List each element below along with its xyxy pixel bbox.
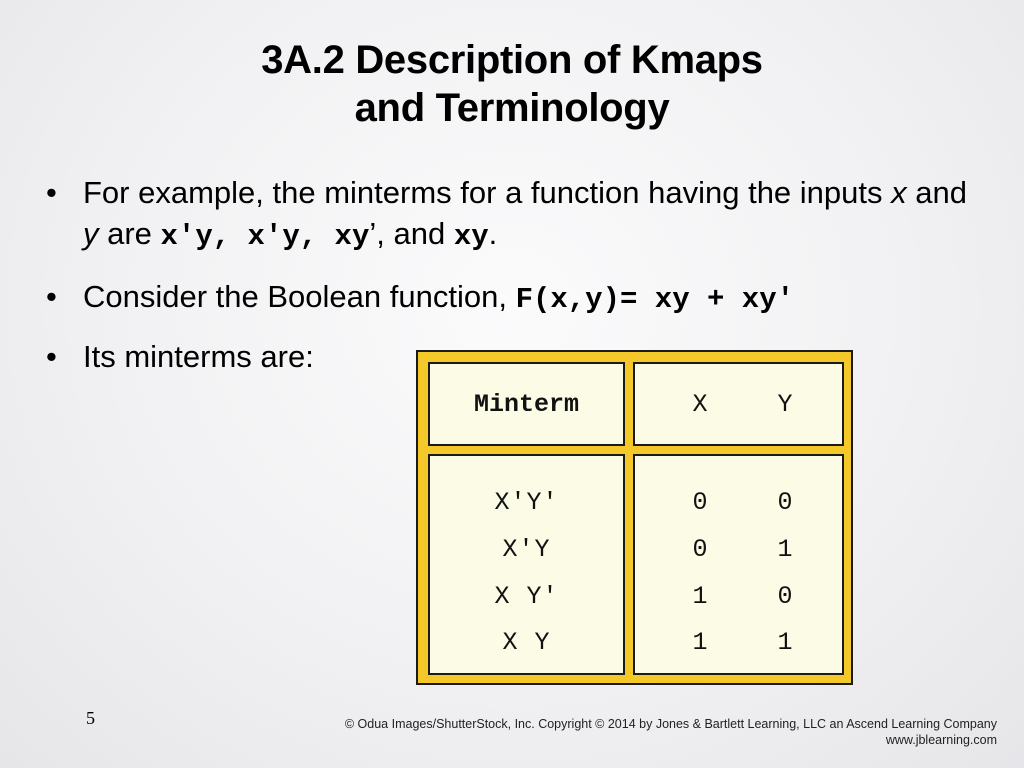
x-value-row-4: 1 [692, 628, 708, 657]
copyright-credit [345, 716, 997, 748]
minterm-row-1: X'Y' [494, 488, 559, 517]
bullet3-text: Its minterms are: [83, 339, 314, 374]
credit-line-1: © Odua Images/ShutterStock, Inc. Copyright © 2014 by Jones & Bartlett Learning, LLC an Ascend Learning Company [344, 717, 997, 731]
bullet1-code-2: xy [453, 220, 489, 253]
bullet-minterms-example [46, 172, 983, 257]
minterm-header-cell [428, 362, 625, 446]
y-value-row-1: 0 [777, 488, 793, 517]
x-value-row-3: 1 [692, 582, 708, 611]
xy-header-cell [633, 362, 844, 446]
x-value-row-2: 0 [692, 535, 708, 564]
bullet1-text-5: . [488, 216, 498, 251]
bullet1-code-1: x′y, x′y, xy [160, 220, 370, 253]
bullet1-text-3: are [98, 216, 161, 251]
page-number: 5 [86, 708, 95, 728]
bullet2-code: F(x,y)= xy + xy′ [515, 283, 795, 316]
minterm-row-3: X Y' [494, 582, 559, 611]
minterm-row-2: X'Y [502, 535, 551, 564]
minterm-values-cell [428, 454, 625, 675]
y-column-header: Y [777, 390, 793, 419]
credit-line-2: www.jblearning.com [885, 733, 997, 747]
x-column-header: X [692, 390, 708, 419]
minterm-column-header: Minterm [473, 390, 580, 419]
xy-values-cell [633, 454, 844, 675]
y-value-row-3: 0 [777, 582, 793, 611]
bullet1-text-1: For example, the minterms for a function having the inputs [83, 175, 892, 210]
bullet-boolean-function [46, 276, 1003, 320]
title-line-1: 3A.2 Description of Kmaps [261, 38, 763, 82]
y-value-row-2: 1 [777, 535, 793, 564]
bullet1-var-y: y [83, 216, 99, 251]
bullet1-text-2: and [906, 175, 967, 210]
minterm-table [416, 350, 853, 685]
bullet1-text-4: ’, and [369, 216, 454, 251]
slide-title [0, 36, 1024, 132]
x-value-row-1: 0 [692, 488, 708, 517]
title-line-2: and Terminology [354, 86, 670, 130]
y-value-row-4: 1 [777, 628, 793, 657]
bullet1-var-x: x [891, 175, 907, 210]
bullet2-text: Consider the Boolean function, [83, 279, 516, 314]
minterm-row-4: X Y [502, 628, 551, 657]
